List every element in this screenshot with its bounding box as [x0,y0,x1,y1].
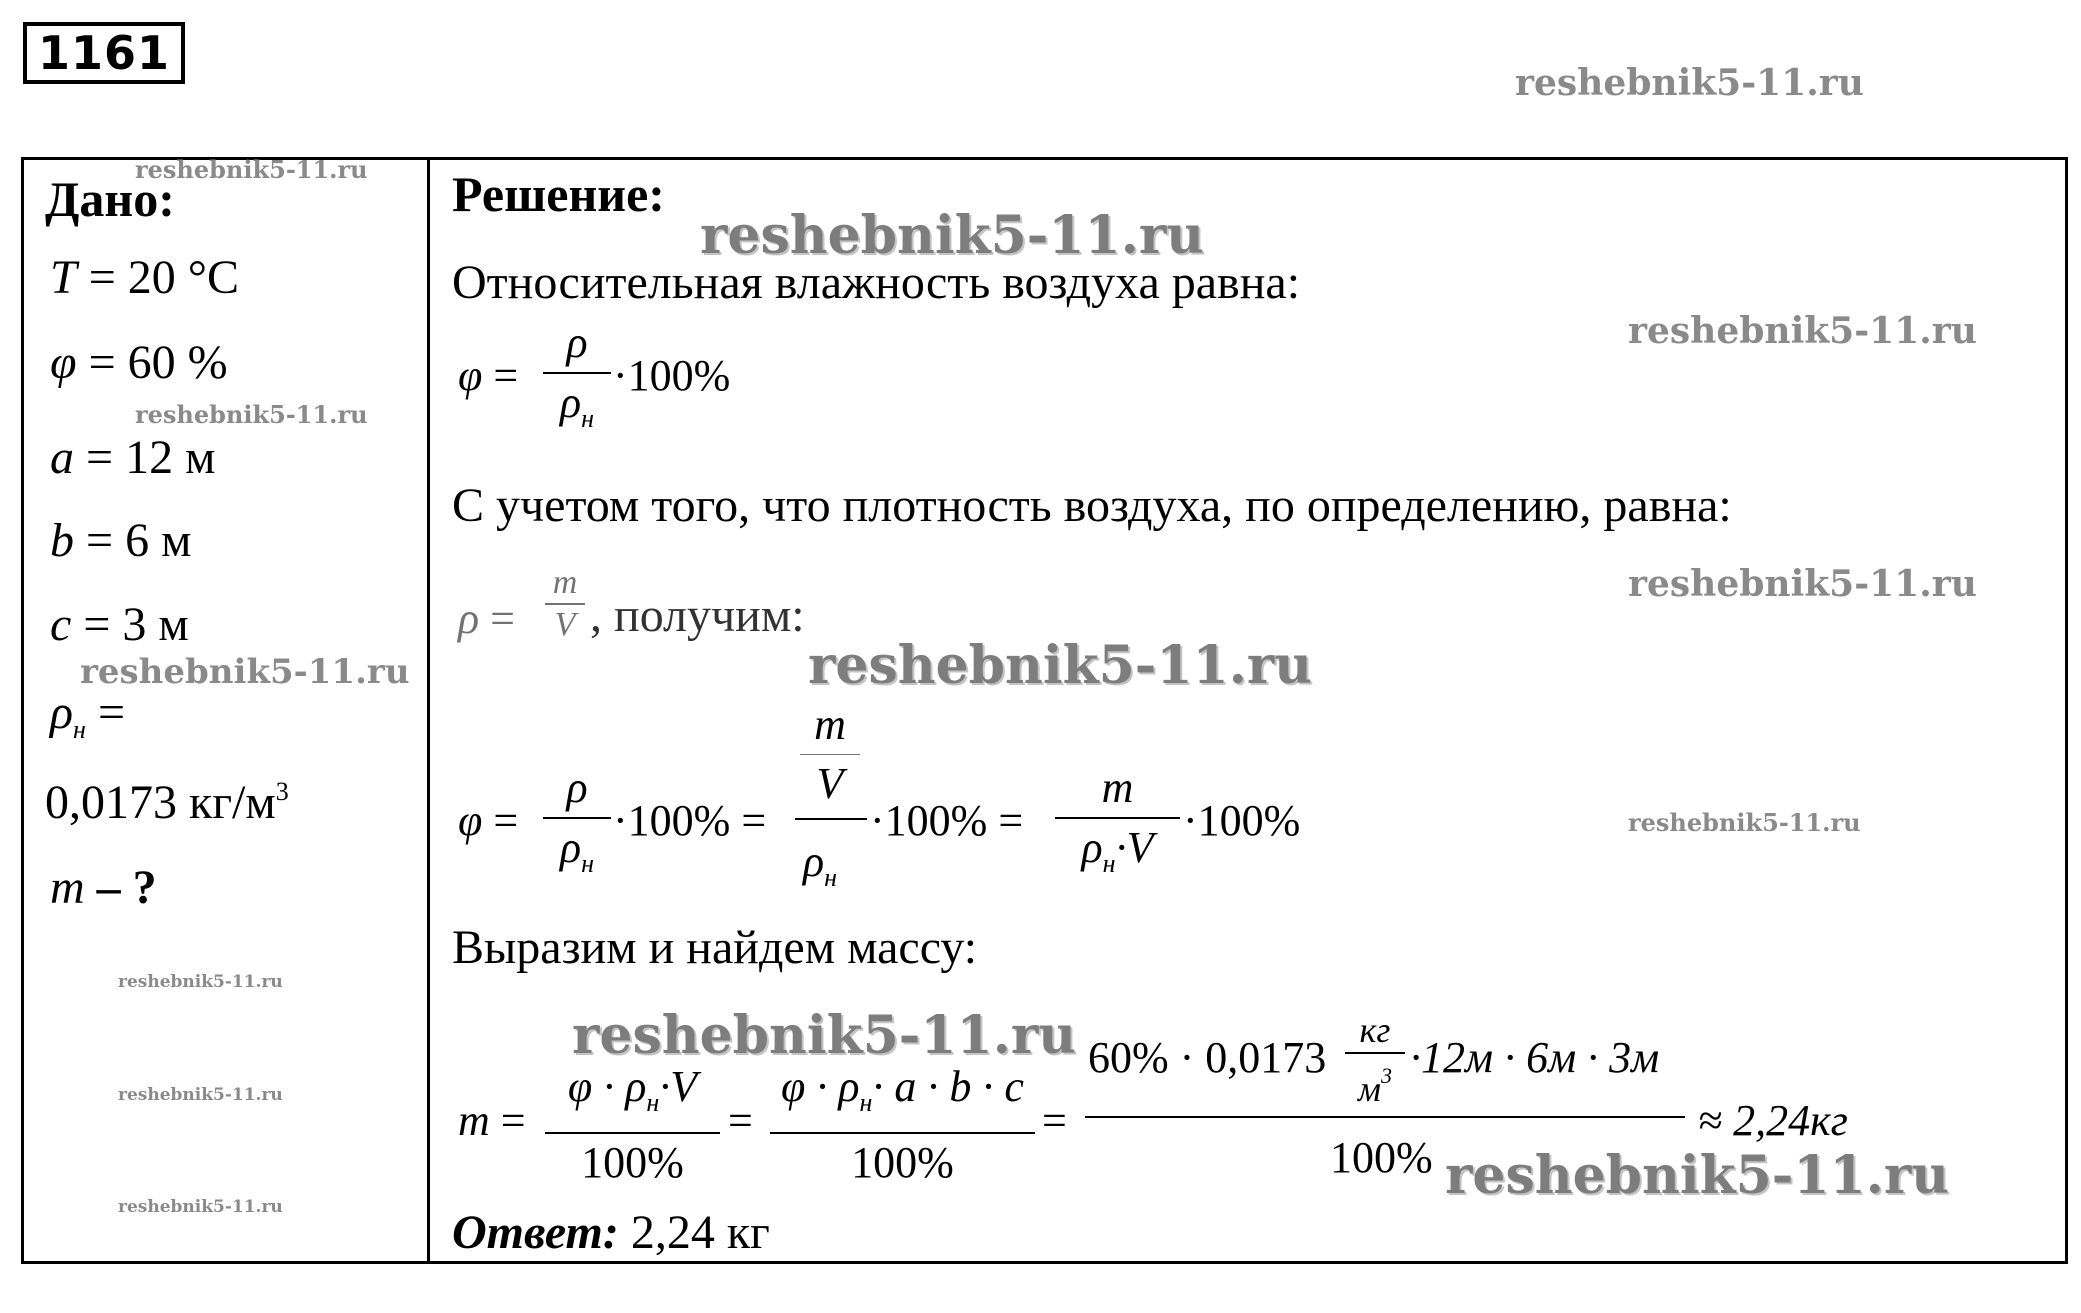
formula-derivation-main-bar [795,818,867,820]
given-heading: Дано: [45,171,175,227]
answer-line [452,1205,770,1260]
watermark: reshebnik5-11.ru [118,972,283,992]
formula-humidity-lhs: φ = [458,351,519,400]
formula-mass-denominator: 100% [1330,1133,1433,1182]
formula-derivation-percent-3: ·100% [1183,796,1301,845]
formula-mass-lhs: m = [458,1096,526,1145]
given-line-temperature: T = 20 °C [50,251,239,304]
given-line-length: a = 12 м [50,431,216,484]
column-divider [427,157,430,1264]
formula-mass-fraction-2: $\varphi \cdot \rho_н\cdot a \cdot b \cdot c$ 100% [770,1062,1035,1188]
formula-mass-eq-2: = [728,1096,753,1145]
formula-derivation-percent-2: ·100% = [870,796,1024,845]
formula-derivation-lhs: φ = [458,796,519,845]
problem-number: 1161 [23,22,185,84]
watermark: reshebnik5-11.ru [1515,62,1864,104]
watermark: reshebnik5-11.ru [135,155,368,184]
watermark: reshebnik5-11.ru [118,1197,283,1217]
formula-mass-main-bar [1085,1116,1685,1118]
formula-mass-eq-3: = [1042,1096,1067,1145]
watermark: reshebnik5-11.ru [1628,563,1977,605]
formula-mass-result: ≈ 2,24кг [1698,1096,1848,1145]
formula-mass-numerator-tail: ·12м · 6м · 3м [1410,1033,1660,1082]
solution-text-we-get: , получим: [590,589,805,642]
given-unknown: m – ? [50,861,157,914]
formula-derivation-fraction-1: ρ $\rho_н$ [543,763,611,889]
solution-heading: Решение: [452,166,665,222]
given-line-height: c = 3 м [50,598,189,651]
formula-density-fraction: m V [545,565,585,643]
given-density-value: 0,0173 $кг/м^3$ [45,776,289,829]
watermark: reshebnik5-11.ru [80,652,410,692]
given-line-humidity: φ = 60 % [50,336,228,389]
formula-derivation-denominator-2: $\rho_н$ [803,837,838,892]
formula-humidity-percent: ·100% [613,351,731,400]
solution-text-humidity: Относительная влажность воздуха равна: [452,256,1301,309]
formula-mass-numerator: 60% · 0,0173 [1088,1033,1327,1082]
answer-label: Ответ: [452,1206,619,1259]
watermark: reshebnik5-11.ru [118,1085,283,1105]
answer-value: 2,24 кг [630,1206,770,1259]
given-line-saturated-density: $\rho_н$ = [50,686,126,744]
formula-mass-unit-fraction: кг $м^3$ [1345,1010,1405,1109]
given-line-width: b = 6 м [50,514,192,567]
watermark: reshebnik5-11.ru [1628,808,1861,837]
solution-text-find-mass: Выразим и найдем массу: [452,921,978,974]
watermark: reshebnik5-11.ru [1628,310,1977,352]
formula-derivation-fraction-3: m $\rho_н\cdot V$ [1055,763,1180,889]
watermark: reshebnik5-11.ru [572,1005,1077,1066]
formula-mass-fraction-1: $\varphi \cdot \rho_н\cdot V$ 100% [545,1062,720,1188]
formula-derivation-percent-1: ·100% = [613,796,767,845]
formula-density-lhs: ρ = [458,594,515,643]
watermark: reshebnik5-11.ru [1445,1145,1950,1206]
watermark: reshebnik5-11.ru [700,205,1205,266]
formula-humidity-fraction: ρ $\rho_н$ [543,318,611,444]
watermark: reshebnik5-11.ru [808,635,1313,696]
solution-text-density-definition: С учетом того, что плотность воздуха, по определению, равна: [452,479,1732,532]
formula-derivation-inner-fraction: m V [800,700,860,809]
watermark: reshebnik5-11.ru [135,400,368,429]
